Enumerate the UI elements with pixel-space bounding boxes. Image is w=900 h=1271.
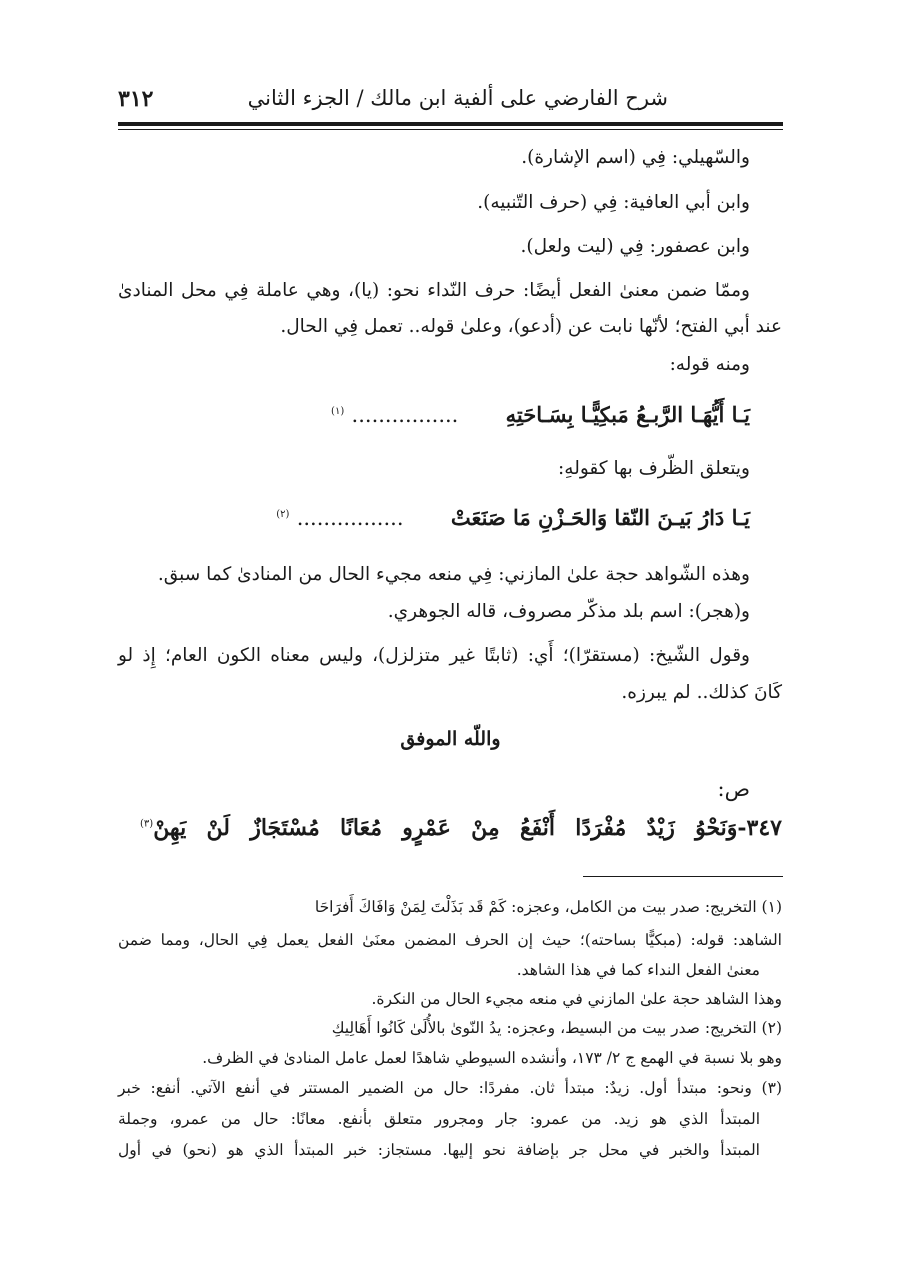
- footnote-ref: (٣): [140, 818, 154, 830]
- verse-text: يَـا أَيُّهَـا الرَّبـعُ مَبكِيًّـا بِسَـاحَتِهِ: [505, 402, 750, 427]
- footnote-line: (١) التخريج: صدر بيت من الكامل، وعجزه: كَمْ قَد بَذَلْتَ لِمَنْ وَافَاكَ أَفرَاحَا: [314, 898, 782, 916]
- footnote-separator: [583, 876, 783, 877]
- text-line: ص:: [717, 777, 750, 801]
- text-line: كَانَ كذلك.. لم يبرزه.: [621, 682, 782, 703]
- running-header: [118, 72, 783, 120]
- text-line: عند أبي الفتح؛ لأنّها نابت عن (أدعو)، وعلىٰ قوله.. تعمل فِي الحال.: [280, 316, 782, 337]
- footnote-line: (٣) ونحو: مبتدأ أول. زيدٌ: مبتدأ ثان. مفردًا: حال من الضمير المستتر في أنفع الآتي. أنفع: خبر: [118, 1079, 782, 1097]
- poem-text: ٣٤٧-وَنَحْوُ زَيْدٌ مُفْرَدًا أَنْفَعُ مِنْ عَمْرٍو مُعَانًا مُسْتَجَازٌ لَنْ يَهِنْ: [153, 815, 782, 841]
- footnote-ref: (٢): [276, 509, 290, 520]
- footnote-line: (٢) التخريج: صدر بيت من البسيط، وعجزه: يدُ النّوىٰ بالأُلَىٰ كَانُوا أَهَالِيكِ: [331, 1019, 782, 1037]
- page-number: ٣١٢: [118, 86, 154, 112]
- text-line: والسّهيلي: فِي (اسم الإشارة).: [521, 147, 750, 168]
- text-line: وهذه الشّواهد حجة علىٰ المازني: فِي منعه مجيء الحال من المنادىٰ كما سبق.: [157, 564, 750, 585]
- verse-ellipsis: ................: [296, 506, 404, 530]
- closing-phrase: واللّه الموفق: [400, 728, 501, 750]
- poem-line: [140, 815, 782, 841]
- header-rule-thin: [118, 129, 783, 130]
- text-line: وابن أبي العافية: فِي (حرف التّنبيه).: [477, 192, 750, 213]
- verse-ellipsis: ................: [351, 403, 459, 427]
- footnote-line: وهو بلا نسبة في الهمع ج ٢/ ١٧٣، وأنشده السيوطي شاهدًا لعمل عامل المنادىٰ في الظرف.: [202, 1049, 782, 1067]
- text-line: وابن عصفور: فِي (ليت ولعل).: [520, 236, 750, 257]
- verse-text: يَـا دَارُ بَيـنَ النّقا وَالحَـزْنِ مَا صَنَعَتْ: [450, 505, 750, 530]
- text-line: وقول الشّيخ: (مستقرّا)؛ أَي: (ثابتًا غير متزلزل)، وليس معناه الكون العام؛ إِذ لو: [118, 645, 750, 666]
- footnote-line: معنىٰ الفعل النداء كما في هذا الشاهد.: [516, 961, 760, 979]
- running-title: شرح الفارضي على ألفية ابن مالك / الجزء الثاني: [247, 86, 668, 110]
- footnote-line: الشاهد: قوله: (مبكيًّا بساحته)؛ حيث إن الحرف المضمن معنَىٰ الفعل يعمل فِي الحال، ومما ضمن: [118, 931, 782, 949]
- verse-line: [140, 402, 750, 427]
- text-line: ومنه قوله:: [669, 354, 750, 375]
- header-rule-thick: [118, 122, 783, 126]
- verse-line: [140, 505, 750, 530]
- footnote-line: المبتدأ والخبر في محل جر بإضافة نحو إليها. مستجاز: خبر المبتدأ الذي هو (نحو) في أول: [118, 1141, 760, 1159]
- text-line: ويتعلق الظّرف بها كقولهِ:: [558, 458, 750, 479]
- footnote-ref: (١): [331, 406, 345, 417]
- text-line: و(هجر): اسم بلد مذكّر مصروف، قاله الجوهري.: [387, 601, 750, 622]
- footnote-line: وهذا الشاهد حجة علىٰ المازني في منعه مجيء الحال من النكرة.: [371, 990, 782, 1008]
- text-line: وممّا ضمن معنىٰ الفعل أيضًا: حرف النّداء نحو: (يا)، وهي عاملة فِي محل المنادىٰ: [118, 280, 750, 301]
- footnote-line: المبتدأ الذي هو زيد. من عمرو: جار ومجرور متعلق بأنفع. معانًا: حال من عمرو، وجملة: [118, 1110, 760, 1128]
